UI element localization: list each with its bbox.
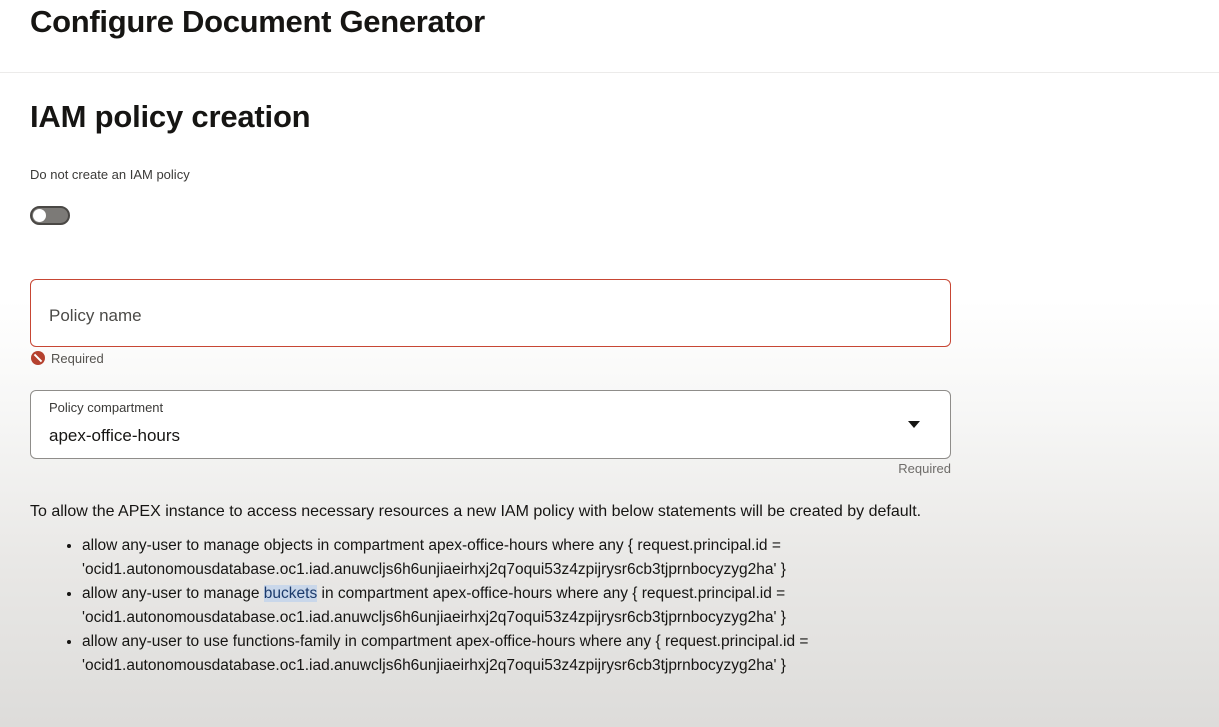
policy-compartment-label: Policy compartment — [49, 400, 164, 415]
policy-compartment-value: apex-office-hours — [49, 426, 181, 445]
toggle-label: Do not create an IAM policy — [30, 167, 190, 182]
section-title: IAM policy creation — [30, 99, 311, 134]
policy-compartment-required: Required — [898, 461, 951, 476]
statement-ocid: 'ocid1.autonomousdatabase.oc1.iad.anuwcljs6h6unjiaeirhxj2q7oqui53z4zpijrysr6cb3tjprnbocyzyg2ha' } — [82, 609, 786, 626]
list-item — [82, 630, 1022, 678]
statement-text: allow any-user to manage — [82, 585, 264, 602]
page-title: Configure Document Generator — [30, 4, 485, 39]
highlighted-text: buckets — [263, 585, 318, 602]
toggle-knob — [33, 209, 46, 222]
policy-name-input[interactable] — [30, 279, 951, 347]
policy-name-error-text: Required — [51, 350, 104, 366]
statement-ocid: 'ocid1.autonomousdatabase.oc1.iad.anuwcljs6h6unjiaeirhxj2q7oqui53z4zpijrysr6cb3tjprnbocyzyg2ha' } — [82, 561, 786, 578]
statement-text: allow any-user to manage objects in compartment apex-office-hours where any { request.principal.id = — [82, 537, 781, 554]
policy-compartment-select[interactable] — [30, 390, 951, 459]
page-header — [0, 0, 1219, 73]
chevron-down-icon[interactable] — [908, 421, 920, 428]
policy-name-placeholder: Policy name — [49, 306, 142, 325]
statement-text: allow any-user to use functions-family in compartment apex-office-hours where any { request.principal.id = — [82, 633, 809, 650]
statement-ocid: 'ocid1.autonomousdatabase.oc1.iad.anuwcljs6h6unjiaeirhxj2q7oqui53z4zpijrysr6cb3tjprnbocyzyg2ha' } — [82, 657, 786, 674]
list-item — [82, 534, 1022, 582]
error-icon — [31, 351, 45, 365]
list-item — [82, 582, 1022, 630]
policy-statements-list — [58, 534, 1022, 678]
no-iam-policy-toggle[interactable] — [30, 206, 70, 225]
policy-name-error — [31, 349, 104, 367]
statement-text-cont: in compartment apex-office-hours where any { request.principal.id = — [317, 585, 786, 602]
info-text: To allow the APEX instance to access necessary resources a new IAM policy with below statements will be created by default. — [30, 503, 922, 520]
